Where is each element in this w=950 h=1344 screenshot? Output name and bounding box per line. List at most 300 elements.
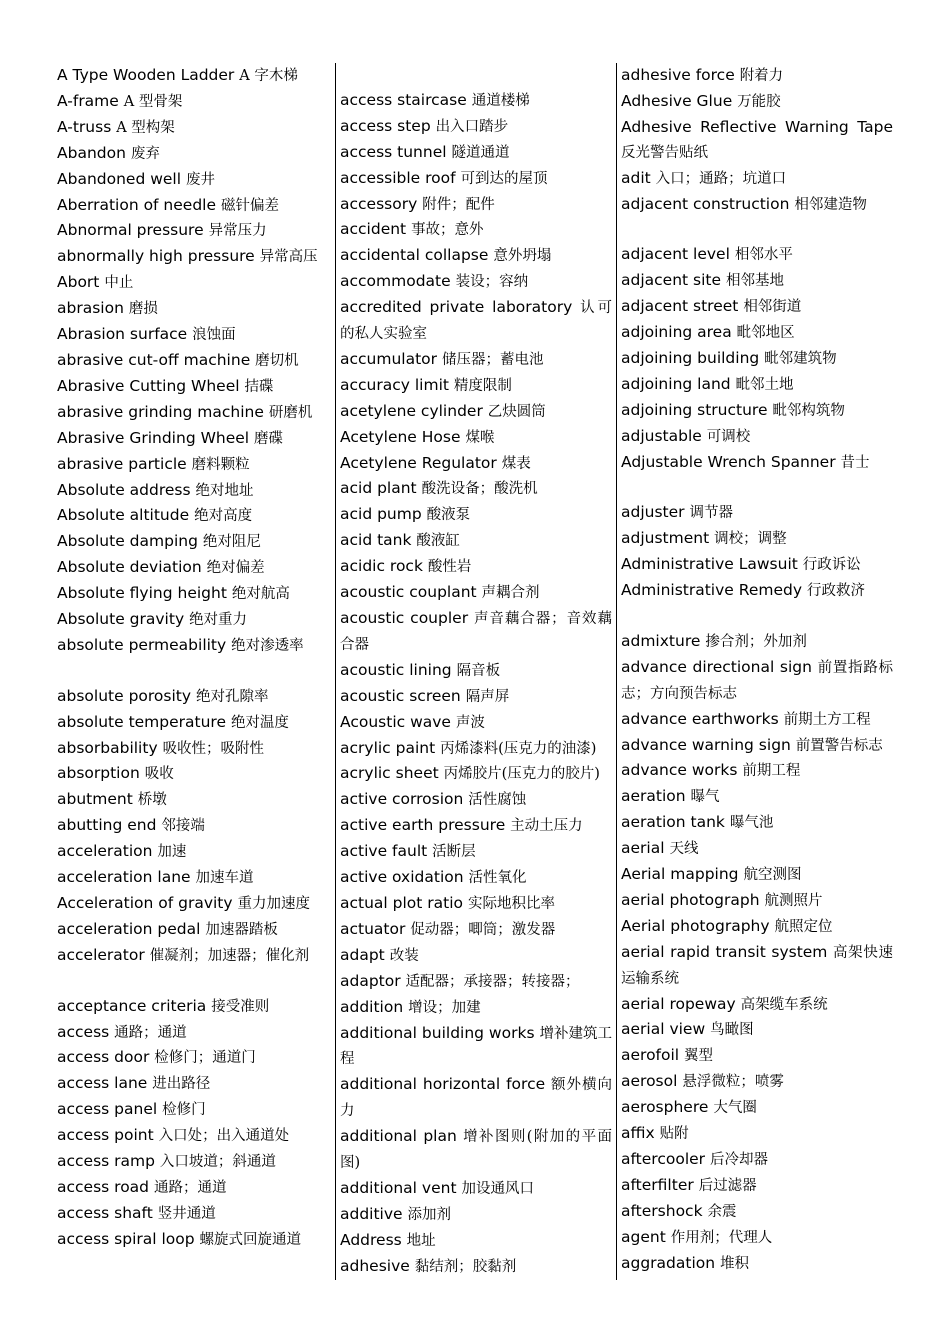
term-chinese: 天线 <box>669 841 699 858</box>
glossary-entry <box>621 1121 893 1147</box>
glossary-entry <box>57 633 331 659</box>
term-chinese: 实际地积比率 <box>467 895 555 912</box>
term-english: accredited private laboratory <box>340 298 573 317</box>
glossary-column-3 <box>616 63 893 1280</box>
term-chinese: 绝对温度 <box>230 714 289 731</box>
term-english: acidic rock <box>340 557 423 576</box>
term-english: affix <box>621 1124 655 1143</box>
term-english: Abrasive Cutting Wheel <box>57 376 240 395</box>
term-chinese: 丙烯胶片(压克力的胶片) <box>443 766 600 783</box>
glossary-entry <box>621 115 893 166</box>
glossary-entry <box>340 114 612 140</box>
term-chinese: 昔士 <box>840 454 870 471</box>
term-english: additional plan <box>340 1127 457 1146</box>
term-chinese: 声波 <box>455 714 485 731</box>
term-chinese: 曝气池 <box>729 815 774 832</box>
term-chinese: 绝对航高 <box>231 586 290 603</box>
term-english: aftershock <box>621 1201 703 1220</box>
term-english: abutment <box>57 790 133 809</box>
term-english: Abandon <box>57 143 126 162</box>
term-english: advance warning sign <box>621 735 791 754</box>
term-english: additional vent <box>340 1178 457 1197</box>
term-chinese: 附件；配件 <box>422 196 495 213</box>
term-chinese: 通道楼梯 <box>471 92 530 109</box>
glossary-entry <box>57 865 331 891</box>
glossary-entry <box>57 1071 331 1097</box>
term-chinese: 航照定位 <box>774 918 833 935</box>
term-chinese: 毗邻建筑物 <box>764 350 837 367</box>
term-english: access ramp <box>57 1152 155 1171</box>
term-chinese: 吸收 <box>144 766 174 783</box>
term-chinese: 精度限制 <box>453 377 512 394</box>
term-chinese: 堆积 <box>720 1255 750 1272</box>
glossary-entry <box>57 529 331 555</box>
glossary-entry <box>621 346 893 372</box>
term-chinese: 煤表 <box>501 455 531 472</box>
term-english: afterfilter <box>621 1175 694 1194</box>
term-english: aerial rapid transit system <box>621 942 828 961</box>
glossary-entry <box>621 836 893 862</box>
glossary-entry <box>57 348 331 374</box>
term-chinese: 增设；加建 <box>408 999 481 1016</box>
term-chinese: 入口处；出入通道处 <box>158 1128 290 1145</box>
term-chinese: 万能胶 <box>737 93 781 110</box>
term-chinese: 前期土方工程 <box>783 711 871 728</box>
term-english: aerial ropeway <box>621 994 736 1013</box>
glossary-entry <box>57 943 331 969</box>
term-english: absolute permeability <box>57 635 227 654</box>
term-chinese: 催凝剂；加速器；催化剂 <box>149 947 310 964</box>
glossary-entry <box>340 269 612 295</box>
term-chinese: 相邻水平 <box>734 247 793 264</box>
glossary-entry <box>57 607 331 633</box>
blank-line <box>621 604 893 629</box>
term-english: actuator <box>340 919 406 938</box>
term-english: Adjustable Wrench Spanner <box>621 452 836 471</box>
glossary-entry <box>621 1251 893 1277</box>
term-chinese: 竖井通道 <box>157 1205 216 1222</box>
term-chinese: 重力加速度 <box>237 895 310 912</box>
glossary-entry <box>340 580 612 606</box>
term-chinese: 促动器；唧筒；激发器 <box>410 921 556 938</box>
glossary-entry <box>340 736 612 762</box>
term-english: access panel <box>57 1100 158 1119</box>
term-english: abrasive particle <box>57 454 187 473</box>
glossary-entry <box>57 270 331 296</box>
glossary-entry <box>621 500 893 526</box>
term-english: Absolute flying height <box>57 584 227 603</box>
term-english: acoustic couplant <box>340 583 477 602</box>
term-english: active earth pressure <box>340 816 506 835</box>
glossary-entry <box>340 295 612 347</box>
glossary-entry <box>340 554 612 580</box>
term-chinese: 增补图则(附加的平面图) <box>340 1129 613 1172</box>
glossary-entry <box>57 478 331 504</box>
term-chinese: 通路；通道 <box>153 1179 227 1196</box>
term-chinese: 曝气 <box>690 789 720 806</box>
glossary-entry <box>57 736 331 762</box>
term-english: adapt <box>340 945 385 964</box>
term-english: acid plant <box>340 479 417 498</box>
term-chinese: 适配器；承接器；转接器； <box>405 973 580 990</box>
glossary-entry <box>57 1201 331 1227</box>
glossary-entry <box>340 451 612 477</box>
term-chinese: 添加剂 <box>407 1206 452 1223</box>
glossary-entry <box>57 503 331 529</box>
term-english: Administrative Lawsuit <box>621 555 798 574</box>
glossary-column-1 <box>57 63 335 1280</box>
term-english: Abnormal pressure <box>57 221 204 240</box>
term-english: adjuster <box>621 503 685 522</box>
term-english: Acoustic wave <box>340 712 451 731</box>
term-english: access tunnel <box>340 142 447 161</box>
term-chinese: 相邻基地 <box>725 273 784 290</box>
term-chinese: 异常高压 <box>259 249 318 266</box>
glossary-entry <box>621 166 893 192</box>
term-chinese: 绝对重力 <box>189 612 248 629</box>
term-chinese: 活断层 <box>432 844 476 861</box>
term-english: Aberration of needle <box>57 195 217 214</box>
glossary-entry <box>621 707 893 733</box>
term-english: access staircase <box>340 90 467 109</box>
term-chinese: 主动土压力 <box>510 818 583 835</box>
term-english: Acetylene Regulator <box>340 453 497 472</box>
term-english: aerial view <box>621 1020 706 1039</box>
term-english: aerofoil <box>621 1046 680 1065</box>
term-chinese: 酸洗设备；酸洗机 <box>421 481 538 498</box>
glossary-entry <box>621 578 893 604</box>
term-english: Aerial photography <box>621 916 770 935</box>
term-english: Absolute deviation <box>57 558 202 577</box>
glossary-entry <box>340 399 612 425</box>
term-chinese: 出入口踏步 <box>435 118 509 135</box>
term-chinese: 酸液缸 <box>416 533 460 550</box>
term-english: abutting end <box>57 816 157 835</box>
term-english: acetylene cylinder <box>340 401 483 420</box>
glossary-entry <box>621 655 893 707</box>
term-english: acid pump <box>340 505 422 524</box>
term-english: accommodate <box>340 272 451 291</box>
term-english: access point <box>57 1126 154 1145</box>
term-chinese: 废井 <box>185 171 215 188</box>
blank-line <box>340 63 612 88</box>
term-chinese: A 型构架 <box>116 119 175 136</box>
term-english: additional building works <box>340 1023 535 1042</box>
glossary-entry <box>621 784 893 810</box>
term-chinese: 相邻建造物 <box>794 196 867 213</box>
term-chinese: 可调校 <box>706 428 751 445</box>
glossary-entry <box>57 1227 331 1253</box>
term-chinese: 高架快速运输系统 <box>621 944 894 987</box>
term-chinese: 绝对渗透率 <box>231 637 304 654</box>
term-english: agent <box>621 1227 666 1246</box>
term-chinese: 储压器；蓄电池 <box>441 351 544 368</box>
term-chinese: 余震 <box>707 1203 737 1220</box>
term-chinese: 检修门 <box>162 1102 206 1119</box>
glossary-entry <box>621 1173 893 1199</box>
glossary-entry <box>621 1147 893 1173</box>
term-chinese: 煤喉 <box>465 429 495 446</box>
term-chinese: 调校；调整 <box>714 531 787 548</box>
glossary-entry <box>57 787 331 813</box>
term-chinese: 认可的私人实验室 <box>340 300 612 343</box>
term-chinese: 前置指路标志；方向预告标志 <box>621 659 893 702</box>
term-chinese: 磁针偏差 <box>220 197 279 214</box>
term-chinese: 活性腐蚀 <box>468 792 527 809</box>
term-english: Absolute altitude <box>57 506 190 525</box>
glossary-entry <box>340 425 612 451</box>
term-english: Abrasive Grinding Wheel <box>57 428 250 447</box>
term-chinese: 作用剂；代理人 <box>670 1229 773 1246</box>
glossary-entry <box>621 526 893 552</box>
term-english: Address <box>340 1230 402 1249</box>
term-english: aerial photograph <box>621 890 760 909</box>
term-chinese: 前置警告标志 <box>795 737 883 754</box>
glossary-entry <box>340 943 612 969</box>
glossary-entry <box>57 1149 331 1175</box>
glossary-entry <box>340 995 612 1021</box>
term-chinese: 磨切机 <box>255 352 299 369</box>
term-english: Absolute address <box>57 480 191 499</box>
term-english: advance works <box>621 761 738 780</box>
term-english: absorbability <box>57 738 158 757</box>
term-chinese: 拮碟 <box>244 378 274 395</box>
glossary-entry <box>57 684 331 710</box>
term-english: aerosol <box>621 1072 678 1091</box>
term-chinese: 后冷却器 <box>709 1152 768 1169</box>
glossary-entry <box>340 88 612 114</box>
term-english: accident <box>340 220 407 239</box>
term-chinese: 绝对孔隙率 <box>195 688 269 705</box>
glossary-entry <box>57 167 331 193</box>
glossary-entry <box>340 1228 612 1254</box>
term-chinese: 悬浮微粒；喷雾 <box>682 1074 784 1091</box>
term-chinese: 航测照片 <box>764 892 823 909</box>
glossary-entry <box>621 63 893 89</box>
term-english: Absolute gravity <box>57 610 185 629</box>
term-chinese: 毗邻构筑物 <box>772 402 845 419</box>
glossary-entry <box>621 758 893 784</box>
glossary-entry <box>621 1095 893 1121</box>
term-english: adjoining structure <box>621 400 768 419</box>
glossary-entry <box>621 89 893 115</box>
glossary-entry <box>340 140 612 166</box>
glossary-entry <box>57 400 331 426</box>
term-english: adhesive <box>340 1256 410 1275</box>
glossary-entry <box>621 294 893 320</box>
term-english: active fault <box>340 842 428 861</box>
term-chinese: 改装 <box>389 947 419 964</box>
glossary-entry <box>340 917 612 943</box>
term-chinese: 行政救济 <box>806 583 865 600</box>
term-english: aeration <box>621 787 686 806</box>
term-english: abrasive grinding machine <box>57 402 264 421</box>
blank-line <box>57 659 331 684</box>
glossary-entry <box>621 629 893 655</box>
term-english: Administrative Remedy <box>621 581 803 600</box>
term-english: A Type Wooden Ladder <box>57 66 235 84</box>
glossary-entry <box>340 502 612 528</box>
term-chinese: 绝对地址 <box>195 482 254 499</box>
term-english: adjacent street <box>621 297 739 316</box>
term-chinese: 调节器 <box>689 505 733 522</box>
glossary-entry <box>340 787 612 813</box>
glossary-entry <box>340 891 612 917</box>
term-english: access step <box>340 116 431 135</box>
glossary-entry <box>340 839 612 865</box>
term-english: accuracy limit <box>340 375 449 394</box>
glossary-entry <box>57 115 331 141</box>
term-chinese: 入口；通路；坑道口 <box>655 170 787 187</box>
glossary-entry <box>340 1254 612 1280</box>
term-english: adhesive force <box>621 66 735 84</box>
term-english: accidental collapse <box>340 246 489 265</box>
term-chinese: 鸟瞰图 <box>710 1022 754 1039</box>
glossary-entry <box>340 761 612 787</box>
term-english: absorption <box>57 764 140 783</box>
glossary-entry <box>340 243 612 269</box>
term-english: actual plot ratio <box>340 893 464 912</box>
term-chinese: 意外坍塌 <box>493 248 552 265</box>
term-chinese: 掺合剂；外加剂 <box>705 633 807 650</box>
glossary-entry <box>621 320 893 346</box>
term-chinese: 隧道通道 <box>451 144 510 161</box>
term-english: additive <box>340 1204 403 1223</box>
glossary-entry <box>621 733 893 759</box>
glossary-entry <box>57 813 331 839</box>
glossary-entry <box>57 426 331 452</box>
term-english: adjacent construction <box>621 194 790 213</box>
glossary-entry <box>340 1021 612 1073</box>
term-chinese: 桥墩 <box>137 792 167 809</box>
glossary-entry <box>621 810 893 836</box>
term-english: acceptance criteria <box>57 996 207 1015</box>
glossary-entry <box>57 374 331 400</box>
term-chinese: 废弃 <box>130 145 160 162</box>
glossary-entry <box>57 761 331 787</box>
term-english: Abort <box>57 273 100 292</box>
blank-line <box>621 475 893 500</box>
glossary-entry <box>340 1202 612 1228</box>
glossary-entry <box>340 476 612 502</box>
term-chinese: 地址 <box>406 1232 436 1249</box>
term-english: access spiral loop <box>57 1229 195 1248</box>
term-chinese: 隔音板 <box>456 662 501 679</box>
term-chinese: A 型骨架 <box>123 93 183 110</box>
glossary-entry <box>340 606 612 658</box>
term-english: acoustic coupler <box>340 609 469 628</box>
term-english: acceleration pedal <box>57 919 201 938</box>
term-chinese: 绝对高度 <box>194 508 253 525</box>
term-chinese: 吸收性；吸附性 <box>162 740 265 757</box>
term-english: absolute temperature <box>57 712 226 731</box>
glossary-entry <box>57 839 331 865</box>
glossary-entry <box>57 63 331 89</box>
term-english: acoustic lining <box>340 660 452 679</box>
term-chinese: 增补建筑工程 <box>340 1025 613 1068</box>
term-chinese: 额外横向力 <box>340 1077 612 1120</box>
glossary-entry <box>621 242 893 268</box>
term-chinese: 绝对偏差 <box>206 560 265 577</box>
term-english: adjacent level <box>621 245 730 264</box>
term-chinese: 通路；通道 <box>114 1024 187 1041</box>
term-english: Absolute damping <box>57 532 198 551</box>
glossary-entry <box>57 891 331 917</box>
term-english: absolute porosity <box>57 686 192 705</box>
term-chinese: 前期工程 <box>742 763 801 780</box>
glossary-entry <box>621 1069 893 1095</box>
term-chinese: 酸性岩 <box>427 559 472 576</box>
term-english: aerial <box>621 839 665 858</box>
term-english: Acetylene Hose <box>340 427 461 446</box>
glossary-entry <box>340 813 612 839</box>
term-chinese: 装设；容纳 <box>455 274 529 291</box>
glossary-entry <box>340 658 612 684</box>
term-chinese: 活性氧化 <box>468 870 527 887</box>
term-english: addition <box>340 997 404 1016</box>
glossary-entry <box>57 452 331 478</box>
term-chinese: 磨碟 <box>254 430 284 447</box>
term-chinese: 毗邻地区 <box>736 325 795 342</box>
term-chinese: 磨料颗粒 <box>191 456 250 473</box>
term-chinese: 大气圈 <box>713 1100 757 1117</box>
glossary-entry <box>340 373 612 399</box>
term-english: Acceleration of gravity <box>57 893 233 912</box>
term-chinese: 贴附 <box>659 1126 689 1143</box>
term-english: accessible roof <box>340 168 456 187</box>
term-english: aftercooler <box>621 1150 706 1169</box>
glossary-entry <box>340 217 612 243</box>
term-chinese: 可到达的屋顶 <box>460 170 548 187</box>
glossary-entry <box>621 450 893 476</box>
glossary-entry <box>621 192 893 218</box>
glossary-entry <box>57 141 331 167</box>
term-chinese: 相邻街道 <box>743 299 802 316</box>
term-english: acrylic sheet <box>340 764 439 783</box>
glossary-entry <box>57 1045 331 1071</box>
glossary-entry <box>621 888 893 914</box>
glossary-entry <box>621 372 893 398</box>
term-english: adjoining building <box>621 348 760 367</box>
glossary-column-2 <box>335 63 616 1280</box>
blank-line <box>621 217 893 242</box>
glossary-entry <box>57 1097 331 1123</box>
term-chinese: 磨损 <box>128 301 158 318</box>
term-chinese: 邻接端 <box>161 818 205 835</box>
term-english: active corrosion <box>340 790 464 809</box>
term-english: access <box>57 1022 110 1041</box>
term-chinese: 加设通风口 <box>461 1180 534 1197</box>
term-chinese: 加速 <box>157 844 187 861</box>
term-chinese: A 字木梯 <box>239 68 298 84</box>
term-english: adjustment <box>621 529 710 548</box>
glossary-entry <box>340 347 612 373</box>
glossary-entry <box>57 1123 331 1149</box>
term-english: additional horizontal force <box>340 1075 546 1094</box>
glossary-entry <box>621 398 893 424</box>
glossary-entry <box>57 1175 331 1201</box>
term-chinese: 绝对阻尼 <box>202 534 261 551</box>
term-english: Adhesive Reflective Warning Tape <box>621 117 893 136</box>
term-english: adjoining land <box>621 374 731 393</box>
glossary-entry <box>340 192 612 218</box>
term-english: accelerator <box>57 945 145 964</box>
blank-line <box>57 969 331 994</box>
glossary-entry <box>340 865 612 891</box>
term-chinese: 加速器踏板 <box>205 921 278 938</box>
term-chinese: 接受准则 <box>211 998 270 1015</box>
term-english: Abrasion surface <box>57 325 188 344</box>
